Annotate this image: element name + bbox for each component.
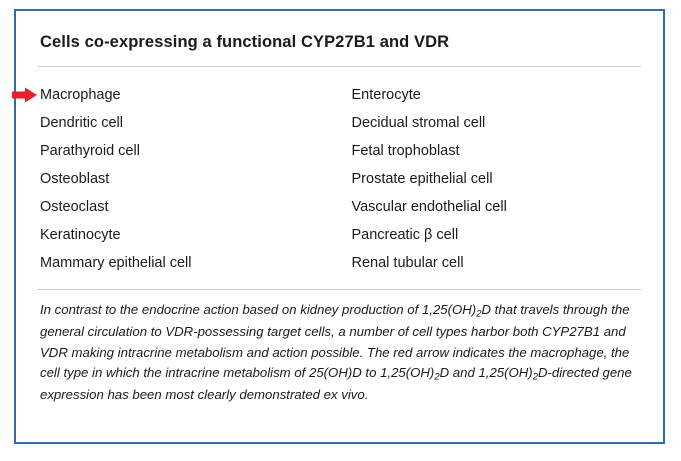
list-item <box>352 137 642 165</box>
list-item-label: Macrophage <box>40 87 121 103</box>
list-item-label: Mammary epithelial cell <box>40 255 192 271</box>
cells-column-right <box>340 81 642 277</box>
list-item-label: Keratinocyte <box>40 227 121 243</box>
list-item-label: Renal tubular cell <box>351 255 464 271</box>
caption-sub-3: 2 <box>532 371 538 383</box>
list-item-label: Enterocyte <box>351 87 421 103</box>
list-item-label: Vascular endothelial cell <box>351 199 507 215</box>
divider-bottom <box>38 289 641 290</box>
list-item-label: Prostate epithelial cell <box>351 171 493 187</box>
divider-top <box>38 66 641 67</box>
cells-list <box>38 81 641 277</box>
list-item <box>40 81 340 109</box>
caption-sub-2: 2 <box>434 371 440 383</box>
caption-part-4: D-directed gene expression has been most clearly demonstrated ex vivo. <box>40 365 632 403</box>
cells-panel <box>14 9 665 444</box>
list-item <box>40 137 340 165</box>
list-item <box>40 109 340 137</box>
list-item-label: Osteoclast <box>40 199 109 215</box>
caption-part-3: D and 1,25(OH) <box>439 365 533 380</box>
list-item-label: Osteoblast <box>40 171 110 187</box>
list-item <box>352 109 642 137</box>
list-item-label: Decidual stromal cell <box>351 115 486 131</box>
list-item <box>352 81 642 109</box>
list-item-label: Dendritic cell <box>40 115 123 131</box>
page-title: Cells co-expressing a functional CYP27B1 and VDR <box>40 33 450 51</box>
cells-column-left <box>38 81 340 277</box>
list-item <box>352 193 642 221</box>
list-item-label: Parathyroid cell <box>40 143 140 159</box>
list-item <box>352 221 642 249</box>
list-item-label: Fetal trophoblast <box>351 143 460 159</box>
caption-part-1: In contrast to the endocrine action based on kidney production of 1,25(OH) <box>40 302 477 317</box>
list-item <box>40 193 340 221</box>
list-item <box>352 249 642 277</box>
caption-note <box>38 300 641 406</box>
list-item-label: Pancreatic β cell <box>351 227 459 243</box>
list-item <box>40 221 340 249</box>
list-item <box>40 165 340 193</box>
caption-sub-1: 2 <box>476 308 482 320</box>
caption-part-2: D that travels through the general circulation to VDR-possessing target cells, a number of cell types harbor both CYP27B1 and VDR making intracrine metabolism and action possible. The red arrow indicates the macrophage, the cell type in which the intracrine metabolism of 25(OH)D to 1,25(OH) <box>40 302 630 380</box>
list-item <box>40 249 340 277</box>
red-arrow-icon <box>12 87 38 103</box>
list-item <box>352 165 642 193</box>
